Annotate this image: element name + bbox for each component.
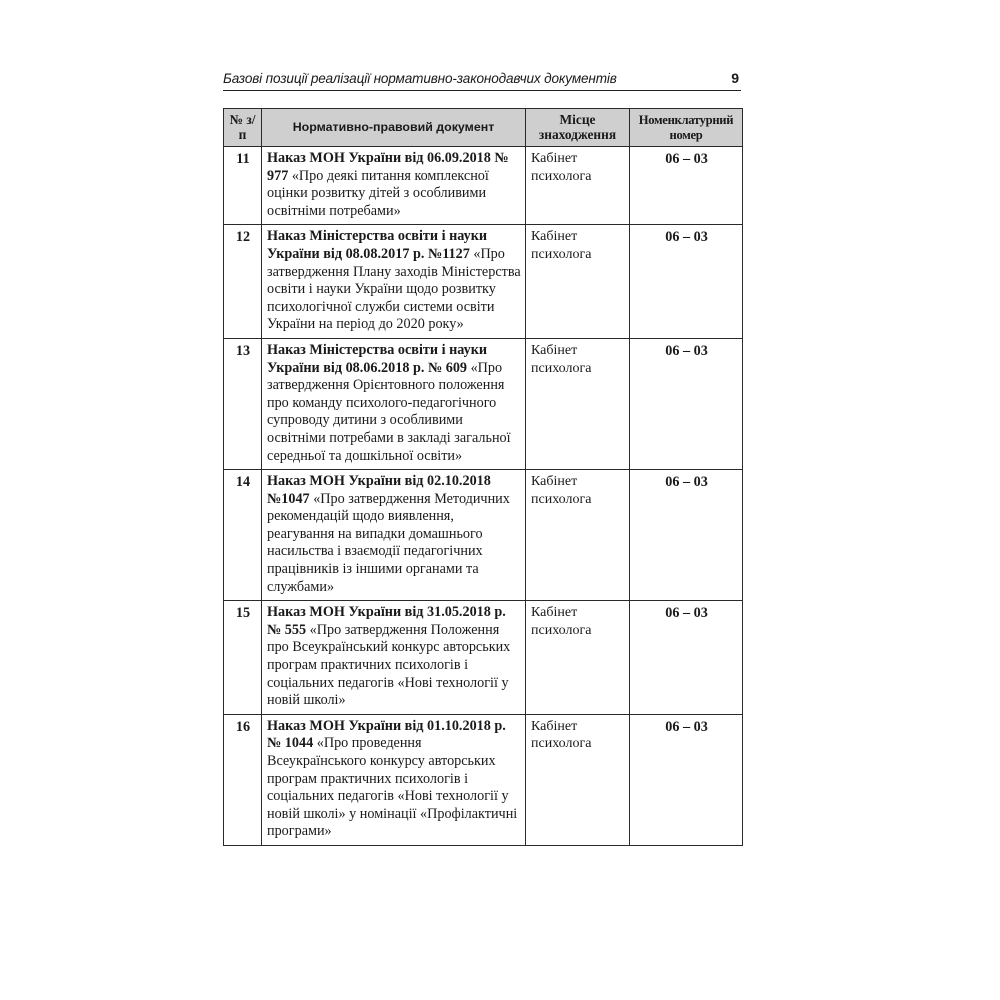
location-cell: Кабінет психолога	[526, 225, 630, 339]
document-text: «Про затвердження Положення про Всеукраїнський конкурс авторських програм практичних психологів і соціальних педагогів «Нові технології у новій школі»	[267, 621, 511, 709]
document-lead: Наказ МОН України від 31.05.2018 р. № 555	[267, 604, 506, 638]
row-number: 16	[224, 714, 262, 845]
table-row	[224, 225, 743, 339]
documents-table	[223, 108, 743, 846]
document-cell	[262, 601, 526, 715]
row-number: 13	[224, 338, 262, 469]
document-lead: Наказ МОН України від 01.10.2018 р. № 1044	[267, 717, 506, 752]
document-text: «Про затвердження Методичних рекомендацій щодо виявлення, реагування на випадки домашнього насильства і взаємодії педагогічних працівників із іншими органами та службами»	[267, 490, 510, 595]
document-lead: Наказ Міністерства освіти і науки України від 08.06.2018 р. № 609	[267, 341, 488, 376]
document-lead: Наказ МОН України від 06.09.2018 № 977	[267, 150, 509, 184]
nomenclature-cell: 06 – 03	[630, 470, 743, 601]
table-header-row	[224, 109, 743, 147]
location-cell: Кабінет психолога	[526, 601, 630, 715]
page-header	[223, 68, 741, 91]
column-header-document: Нормативно-правовий документ	[262, 109, 526, 147]
running-header-title: Базові позиції реалізації нормативно-законодавчих документів	[223, 71, 617, 86]
document-lead: Наказ Міністерства освіти і науки України від 08.08.2017 р. №1127	[267, 228, 488, 262]
document-text: «Про затвердження Плану заходів Міністерства освіти і науки України щодо розвитку психологічної служби системи освіти України на період до 2020 року»	[267, 245, 521, 333]
nomenclature-cell: 06 – 03	[630, 714, 743, 845]
document-cell	[262, 225, 526, 339]
table-row	[224, 601, 743, 715]
table-row	[224, 470, 743, 601]
document-cell	[262, 714, 526, 845]
row-number: 14	[224, 470, 262, 601]
page-number: 9	[731, 70, 739, 86]
nomenclature-cell: 06 – 03	[630, 338, 743, 469]
column-header-num: № з/п	[224, 109, 262, 147]
document-text: «Про затвердження Орієнтовного положення про команду психолого-педагогічного супроводу дитини з особливими освітніми потребами в закладі загальної середньої та дошкільної освіти»	[267, 359, 511, 464]
nomenclature-cell: 06 – 03	[630, 147, 743, 225]
location-cell: Кабінет психолога	[526, 714, 630, 845]
row-number: 15	[224, 601, 262, 715]
document-text: «Про деякі питання комплексної оцінки розвитку дітей з особливими освітніми потребами»	[267, 167, 489, 219]
column-header-nomenclature: Номенклатурний номер	[630, 109, 743, 147]
location-cell: Кабінет психолога	[526, 470, 630, 601]
table-header	[224, 109, 743, 147]
document-cell	[262, 470, 526, 601]
column-header-place: Місце знаходження	[526, 109, 630, 147]
document-text: «Про проведення Всеукраїнського конкурсу авторських програм практичних психологів і соціальних педагогів «Нові технології у новій школі» у номінації «Профілактичні програми»	[267, 735, 518, 840]
nomenclature-cell: 06 – 03	[630, 225, 743, 339]
table-row	[224, 338, 743, 469]
document-cell	[262, 147, 526, 225]
table-row	[224, 147, 743, 225]
row-number: 12	[224, 225, 262, 339]
nomenclature-cell: 06 – 03	[630, 601, 743, 715]
document-lead: Наказ МОН України від 02.10.2018 №1047	[267, 473, 491, 507]
table-row	[224, 714, 743, 845]
document-cell	[262, 338, 526, 469]
row-number: 11	[224, 147, 262, 225]
location-cell: Кабінет психолога	[526, 338, 630, 469]
location-cell: Кабінет психолога	[526, 147, 630, 225]
